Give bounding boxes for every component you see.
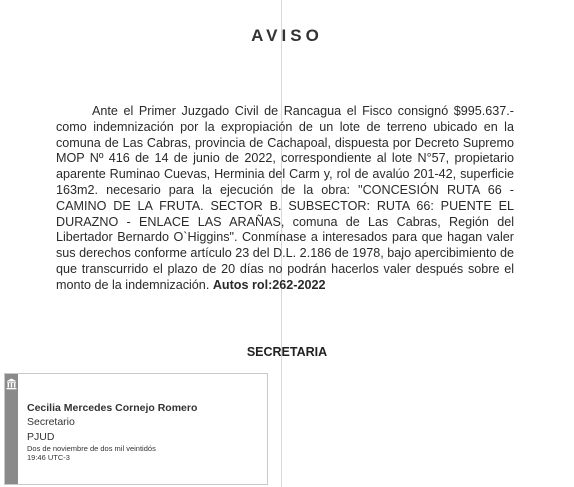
electronic-signature-box (4, 373, 268, 485)
signature-timestamp (27, 445, 156, 462)
section-label: SECRETARIA (246, 345, 328, 359)
courthouse-icon (6, 378, 17, 390)
notice-body-main: Ante el Primer Juzgado Civil de Rancagua el Fisco consignó $995.637.- como indemnización por la expropiación de un lote de terreno ubicado en la comuna de Las Cabras, provincia de Cachapoal, dispuesta por Decreto Supremo MOP Nº 416 de 14 de junio de 2022, correspondiente al lote N°57, propietario aparente Ruminao Cuevas, Herminia del Carm y, rol de avalúo 201-42, superficie 163m2. necesario para la ejecución de la obra: "CONCESIÓN RUTA 66 - CAMINO DE LA FRUTA. SECTOR B. SUBSECTOR: RUTA 66: PUENTE EL DURAZNO - ENLACE LAS ARAÑAS, comuna de Las Cabras, Región del Libertador Bernardo O`Higgins". Conmínase a interesados para que hagan valer sus derechos conforme artículo 23 del D.L. 2.186 de 1978, bajo apercibimiento de que transcurrido el plazo de 20 días no podrán hacerlos valer después sobre el monto de la indemnización. (56, 104, 514, 292)
signature-time: 19:46 UTC-3 (27, 452, 70, 462)
notice-title: AVISO (251, 26, 323, 45)
signer-organization: PJUD (27, 431, 55, 443)
case-number: Autos rol:262-2022 (212, 277, 326, 292)
signature-date: Dos de noviembre de dos mil veintidós (27, 444, 156, 453)
signer-role: Secretario (27, 416, 75, 428)
notice-body (56, 104, 514, 294)
signature-side-strip (5, 374, 18, 484)
signer-name: Cecilia Mercedes Cornejo Romero (27, 402, 198, 414)
